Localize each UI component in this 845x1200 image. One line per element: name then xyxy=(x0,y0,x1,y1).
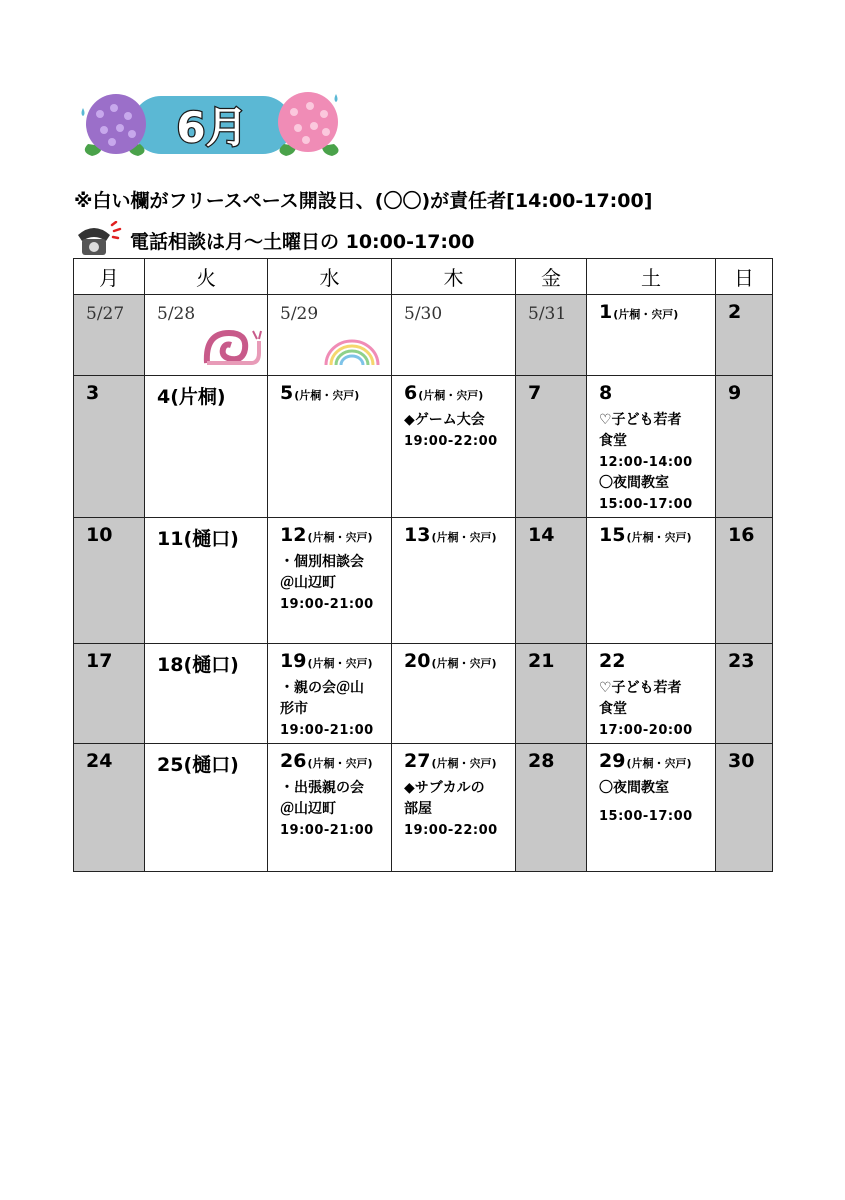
staff-label: (片桐・宍戸) xyxy=(613,308,679,321)
day-cell xyxy=(268,518,392,644)
event-title: ◆サブカルの xyxy=(404,780,485,796)
day-cell xyxy=(516,644,587,744)
day-cell xyxy=(716,295,773,376)
day-cell xyxy=(145,744,268,872)
event-title: ◆ゲーム大会 xyxy=(404,412,485,428)
event-title: ・親の会＠山 xyxy=(280,680,364,696)
hydrangea-pink-icon xyxy=(278,92,339,156)
event-title: ・個別相談会 xyxy=(280,554,364,570)
calendar-table xyxy=(73,258,773,872)
day-cell xyxy=(392,518,516,644)
day-cell xyxy=(516,744,587,872)
staff-label: (片桐・宍戸) xyxy=(307,657,373,670)
day-cell xyxy=(392,644,516,744)
day-number: 8 xyxy=(599,382,613,404)
event-time: 17:00-20:00 xyxy=(599,723,693,738)
event-location: ＠山辺町 xyxy=(280,575,336,591)
day-cell xyxy=(516,518,587,644)
day-number: 17 xyxy=(86,650,113,672)
day-number: 27(片桐・宍戸) xyxy=(404,750,497,772)
day-cell xyxy=(268,295,392,376)
day-number: 16 xyxy=(728,524,755,546)
telephone-ringing-icon xyxy=(74,221,122,259)
event-time: 19:00-21:00 xyxy=(280,723,374,738)
day-cell xyxy=(74,376,145,518)
event-title-cont: 食堂 xyxy=(599,433,627,449)
day-number: 5/30 xyxy=(404,304,443,324)
day-cell xyxy=(268,744,392,872)
day-number: 14 xyxy=(528,524,555,546)
staff-label: (片桐・宍戸) xyxy=(294,389,360,402)
day-cell xyxy=(716,518,773,644)
day-number: 9 xyxy=(728,382,742,404)
day-cell xyxy=(587,744,716,872)
day-number: 13(片桐・宍戸) xyxy=(404,524,497,546)
hydrangea-purple-icon xyxy=(85,94,146,156)
rainbow-icon xyxy=(322,337,382,367)
day-number: 18(樋口) xyxy=(157,654,239,676)
phone-note: 電話相談は月～土曜日の 10:00-17:00 xyxy=(130,230,475,253)
week-row xyxy=(74,518,773,644)
weekday-mon: 月 xyxy=(74,259,145,295)
day-number: 29(片桐・宍戸) xyxy=(599,750,692,772)
staff-label: (片桐・宍戸) xyxy=(626,757,692,770)
day-cell xyxy=(268,376,392,518)
day-cell xyxy=(587,376,716,518)
event-title-cont: 部屋 xyxy=(404,801,432,817)
day-number: 15(片桐・宍戸) xyxy=(599,524,692,546)
weekday-sat: 土 xyxy=(587,259,716,295)
event-time: 19:00-21:00 xyxy=(280,597,374,612)
month-badge: 6月 xyxy=(176,103,248,152)
day-number: 10 xyxy=(86,524,113,546)
weekday-thu: 木 xyxy=(392,259,516,295)
day-number: 25(樋口) xyxy=(157,754,239,776)
day-cell xyxy=(716,376,773,518)
day-cell xyxy=(392,744,516,872)
day-number: 4(片桐) xyxy=(157,386,226,408)
day-cell xyxy=(74,644,145,744)
day-number: 5/28 xyxy=(157,304,196,324)
staff-label: (片桐・宍戸) xyxy=(431,757,497,770)
day-number: 30 xyxy=(728,750,755,772)
staff-label: (片桐・宍戸) xyxy=(431,531,497,544)
day-number: 12(片桐・宍戸) xyxy=(280,524,373,546)
day-cell xyxy=(516,295,587,376)
weekday-fri: 金 xyxy=(516,259,587,295)
event-time: 19:00-22:00 xyxy=(404,823,498,838)
month-banner xyxy=(78,86,346,164)
event-title: ・出張親の会 xyxy=(280,780,364,796)
week-row xyxy=(74,295,773,376)
event-time: 15:00-17:00 xyxy=(599,497,693,512)
event-title: ♡子ども若者 xyxy=(599,680,682,696)
day-cell xyxy=(268,644,392,744)
phone-consultation-row xyxy=(74,220,474,260)
day-number: 6(片桐・宍戸) xyxy=(404,382,484,404)
event-time: 19:00-21:00 xyxy=(280,823,374,838)
day-cell xyxy=(145,518,268,644)
day-number: 24 xyxy=(86,750,113,772)
staff-label: (片桐・宍戸) xyxy=(626,531,692,544)
day-number: 2 xyxy=(728,301,742,323)
week-row xyxy=(74,644,773,744)
day-number: 7 xyxy=(528,382,542,404)
staff-label: (片桐・宍戸) xyxy=(307,531,373,544)
day-cell xyxy=(587,644,716,744)
week-row xyxy=(74,376,773,518)
day-cell xyxy=(716,644,773,744)
day-number: 22 xyxy=(599,650,626,672)
day-cell xyxy=(145,295,268,376)
day-number: 5/31 xyxy=(528,304,567,324)
day-cell xyxy=(392,295,516,376)
event-time: 15:00-17:00 xyxy=(599,809,693,824)
day-number: 3 xyxy=(86,382,100,404)
day-cell xyxy=(74,518,145,644)
day-cell xyxy=(145,644,268,744)
day-cell xyxy=(587,518,716,644)
day-cell xyxy=(516,376,587,518)
event-title: ♡子ども若者 xyxy=(599,412,682,428)
day-number: 23 xyxy=(728,650,755,672)
weekday-header-row xyxy=(74,259,773,295)
day-cell xyxy=(392,376,516,518)
month-header-art xyxy=(78,86,346,164)
event-title-cont: 食堂 xyxy=(599,701,627,717)
weekday-sun: 日 xyxy=(716,259,773,295)
staff-label: (片桐・宍戸) xyxy=(418,389,484,402)
day-number: 5(片桐・宍戸) xyxy=(280,382,360,404)
day-cell xyxy=(74,744,145,872)
day-number: 1(片桐・宍戸) xyxy=(599,301,679,323)
day-number: 11(樋口) xyxy=(157,528,239,550)
day-number: 20(片桐・宍戸) xyxy=(404,650,497,672)
day-number: 5/27 xyxy=(86,304,125,324)
event-time: 19:00-22:00 xyxy=(404,434,498,449)
weekday-tue: 火 xyxy=(145,259,268,295)
day-number: 19(片桐・宍戸) xyxy=(280,650,373,672)
day-cell xyxy=(74,295,145,376)
event-location: 形市 xyxy=(280,701,308,717)
staff-label: (片桐・宍戸) xyxy=(307,757,373,770)
freespace-note: ※白い欄がフリースペース開設日、(〇〇)が責任者[14:00-17:00] xyxy=(74,190,653,212)
day-cell xyxy=(716,744,773,872)
day-cell xyxy=(145,376,268,518)
week-row xyxy=(74,744,773,872)
event-title: 〇夜間教室 xyxy=(599,475,669,491)
day-number: 26(片桐・宍戸) xyxy=(280,750,373,772)
event-location: ＠山辺町 xyxy=(280,801,336,817)
event-time: 12:00-14:00 xyxy=(599,455,693,470)
staff-label: (片桐・宍戸) xyxy=(431,657,497,670)
day-number: 5/29 xyxy=(280,304,319,324)
snail-icon xyxy=(201,323,263,369)
weekday-wed: 水 xyxy=(268,259,392,295)
event-title: 〇夜間教室 xyxy=(599,780,669,796)
day-number: 28 xyxy=(528,750,555,772)
day-number: 21 xyxy=(528,650,555,672)
day-cell xyxy=(587,295,716,376)
